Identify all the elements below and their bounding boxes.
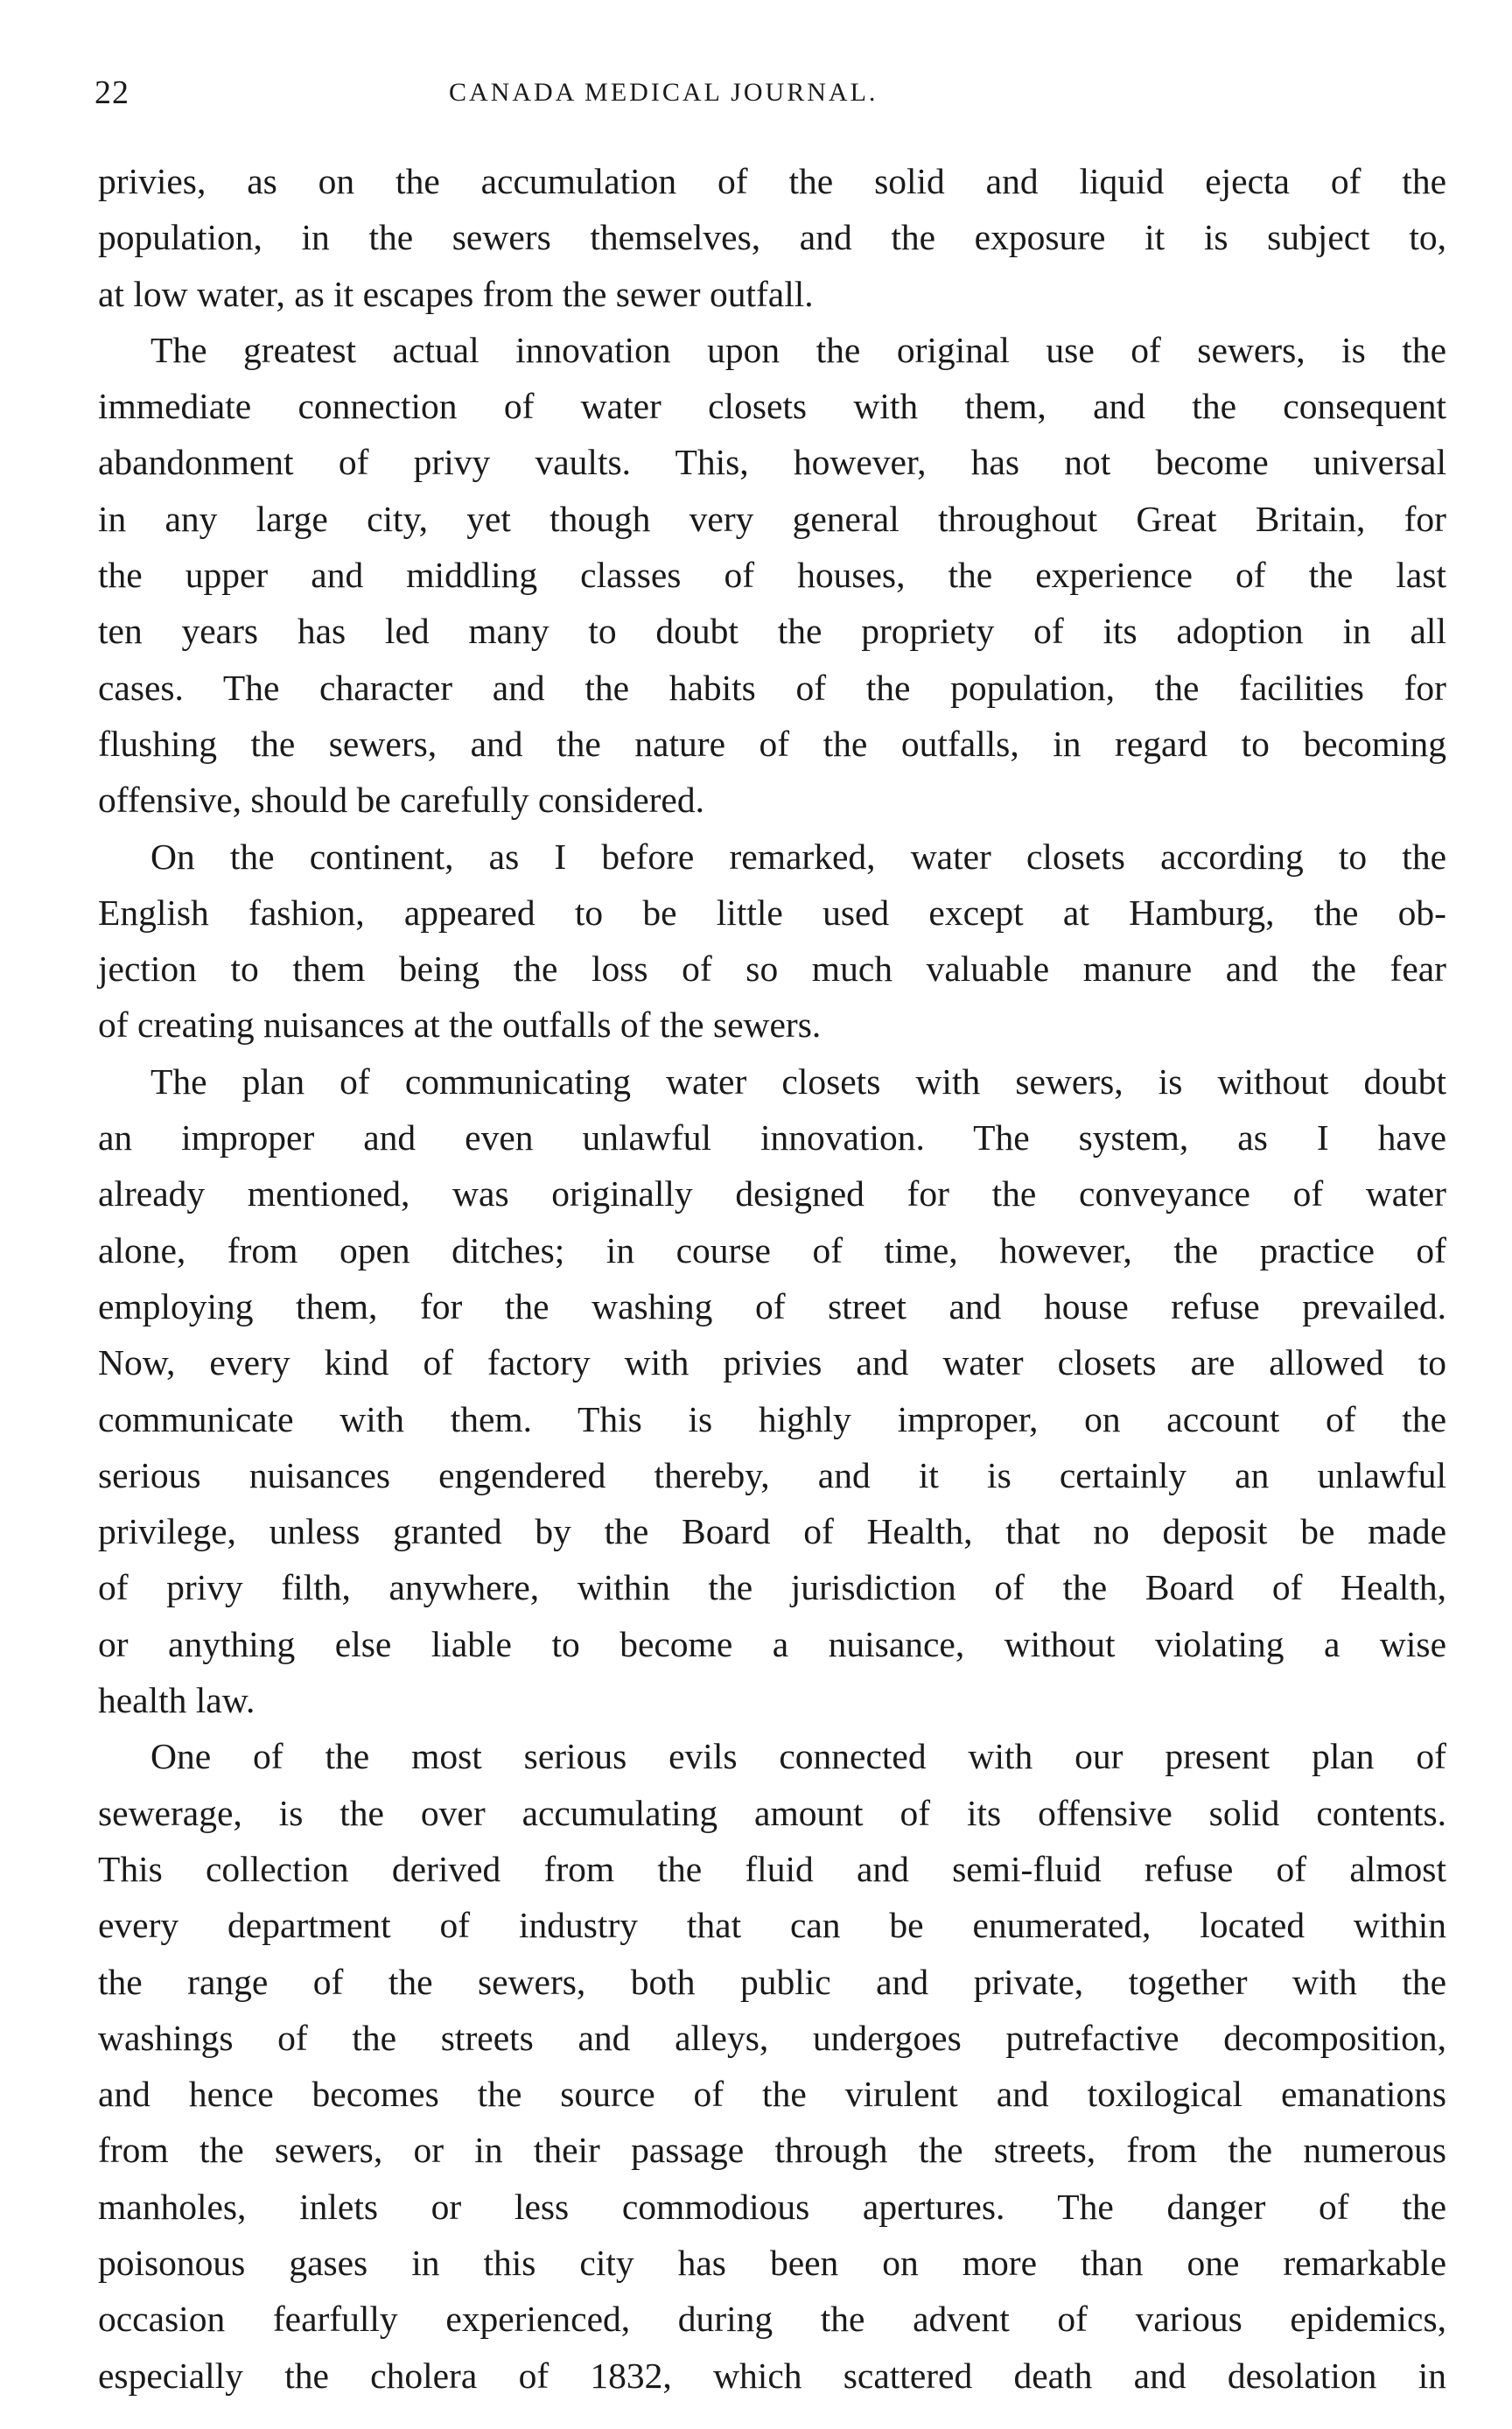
page-header bbox=[94, 68, 1446, 117]
paragraph-start-line: The greatest actual innovation upon the original use of sewers, is the bbox=[150, 329, 1446, 370]
text-line: already mentioned, was originally designed for the conveyance of water bbox=[98, 1173, 1446, 1214]
text-line: especially the cholera of 1832, which scattered death and desolation in bbox=[98, 2355, 1446, 2396]
text-line: every department of industry that can be enumerated, located within bbox=[98, 1905, 1446, 1946]
text-line: the upper and middling classes of houses, the experience of the last bbox=[98, 555, 1446, 596]
text-line: from the sewers, or in their passage through the streets, from the numerous bbox=[98, 2130, 1446, 2171]
text-line: privies, as on the accumulation of the solid and liquid ejecta of the bbox=[98, 161, 1446, 201]
text-line: This collection derived from the fluid and semi-fluid refuse of almost bbox=[98, 1848, 1446, 1889]
running-head: CANADA MEDICAL JOURNAL. bbox=[449, 78, 878, 107]
text-line: manholes, inlets or less commodious apertures. The danger of the bbox=[98, 2186, 1446, 2227]
text-line: alone, from open ditches; in course of time, however, the practice of bbox=[98, 1229, 1446, 1270]
text-line: jection to them being the loss of so much valuable manure and the fear bbox=[98, 948, 1446, 990]
paragraph-start-line: On the continent, as I before remarked, water closets according to the bbox=[150, 836, 1446, 877]
text-line: serious nuisances engendered thereby, and it is certainly an unlawful bbox=[98, 1454, 1446, 1495]
text-line: cases. The character and the habits of the population, the facilities for bbox=[98, 667, 1446, 708]
text-line: immediate connection of water closets with them, and the consequent bbox=[98, 386, 1446, 427]
text-line: flushing the sewers, and the nature of the outfalls, in regard to becoming bbox=[98, 723, 1446, 764]
text-line: population, in the sewers themselves, and the exposure it is subject to, bbox=[98, 217, 1446, 258]
text-line: English fashion, appeared to be little used except at Hamburg, the ob- bbox=[98, 892, 1446, 933]
text-line: abandonment of privy vaults. This, however, has not become universal bbox=[98, 442, 1446, 483]
paragraph-start-line: The plan of communicating water closets with sewers, is without doubt bbox=[150, 1060, 1446, 1102]
body-text bbox=[98, 153, 1446, 2404]
text-line: washings of the streets and alleys, undergoes putrefactive decomposition, bbox=[98, 2017, 1446, 2058]
text-line: privilege, unless granted by the Board of Health, that no deposit be made bbox=[98, 1511, 1446, 1552]
paragraph-start-line: One of the most serious evils connected with our present plan of bbox=[150, 1736, 1446, 1777]
page-number: 22 bbox=[94, 74, 130, 111]
text-line: Now, every kind of factory with privies and water closets are allowed to bbox=[98, 1342, 1446, 1383]
text-line: sewerage, is the over accumulating amount of its offensive solid contents. bbox=[98, 1792, 1446, 1833]
text-line: occasion fearfully experienced, during the advent of various epidemics, bbox=[98, 2299, 1446, 2340]
text-line: at low water, as it escapes from the sewer outfall. bbox=[98, 273, 814, 314]
text-line: employing them, for the washing of street and house refuse prevailed. bbox=[98, 1285, 1446, 1326]
text-line: of creating nuisances at the outfalls of the sewers. bbox=[98, 1004, 822, 1046]
text-line: of privy filth, anywhere, within the jurisdiction of the Board of Health, bbox=[98, 1567, 1446, 1608]
text-line: ten years has led many to doubt the propriety of its adoption in all bbox=[98, 611, 1446, 652]
text-line: health law. bbox=[98, 1680, 256, 1721]
text-line: in any large city, yet though very general throughout Great Britain, for bbox=[98, 498, 1446, 539]
text-line: an improper and even unlawful innovation. The system, as I have bbox=[98, 1117, 1446, 1158]
text-line: the range of the sewers, both public and private, together with the bbox=[98, 1961, 1446, 2002]
text-line: or anything else liable to become a nuisance, without violating a wise bbox=[98, 1623, 1446, 1664]
text-line: offensive, should be carefully considered. bbox=[98, 780, 704, 821]
text-line: and hence becomes the source of the virulent and toxilogical emanations bbox=[98, 2074, 1446, 2115]
text-line: communicate with them. This is highly improper, on account of the bbox=[98, 1398, 1446, 1439]
text-line: poisonous gases in this city has been on more than one remarkable bbox=[98, 2242, 1446, 2283]
